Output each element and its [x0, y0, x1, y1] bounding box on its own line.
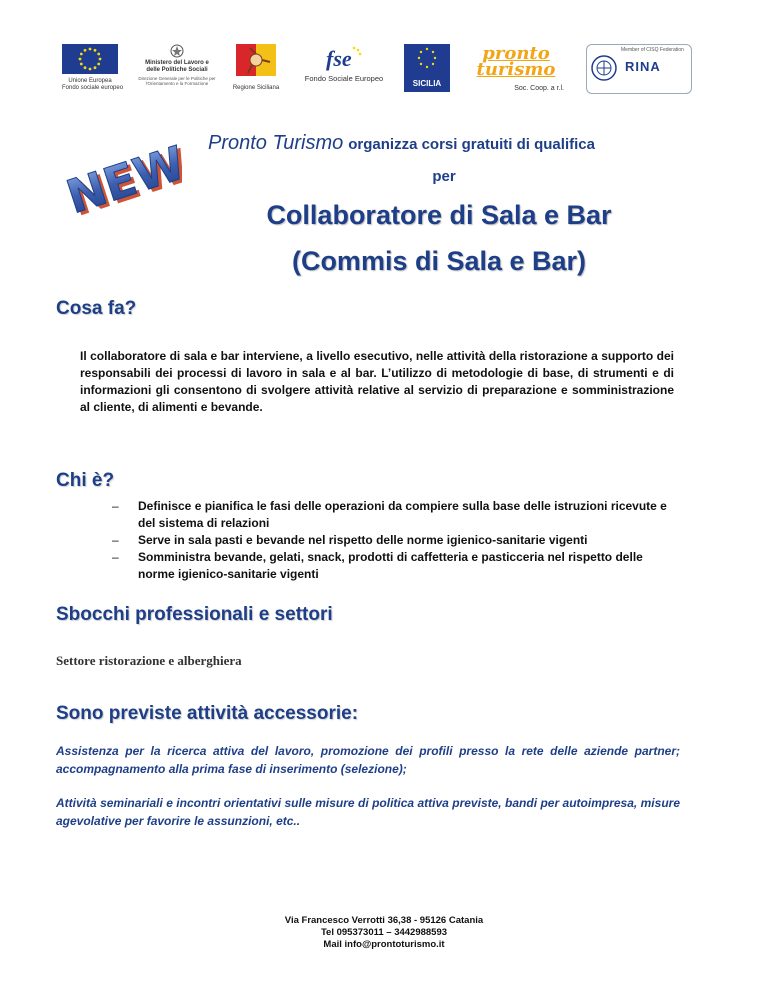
- sbocchi-text: Settore ristorazione e alberghiera: [56, 653, 242, 668]
- list-item: – Definisce e pianifica le fasi delle operazioni da compiere sulla base delle istruzioni ricevute e del sistema di relazioni: [112, 498, 672, 532]
- list-item: – Serve in sala pasti e bevande nel rispetto delle norme igienico-sanitarie vigenti: [112, 532, 672, 549]
- svg-text:fse: fse: [326, 46, 352, 71]
- intro-text: organizza corsi gratuiti di qualifica: [348, 136, 595, 153]
- emblem-icon: [170, 44, 184, 58]
- fse-logo: [296, 44, 392, 92]
- sicilia-caption: SICILIA: [412, 79, 442, 88]
- pronto-logo-text: pronto turismo: [476, 43, 556, 80]
- accessorie-p2: Attività seminariali e incontri orientativi sulle misure di politica attiva previste, bandi per autoimpresa, misure agevolative per favorire le assunzioni, etc..: [56, 796, 680, 828]
- course-subtitle: (Commis di Sala e Bar): [291, 246, 587, 276]
- rina-seal-icon: [591, 55, 617, 81]
- pronto-turismo-logo: [464, 44, 568, 92]
- brand-name: Pronto Turismo: [208, 132, 344, 154]
- per-text: per: [432, 168, 456, 185]
- pronto-sub: Soc. Coop. a r.l.: [514, 85, 564, 92]
- ministero-logo: [138, 44, 216, 92]
- footer: [0, 915, 768, 951]
- eu-caption: Unione Europea Fondo sociale europeo: [62, 78, 124, 91]
- rina-text: RINA: [625, 59, 661, 74]
- footer-mail: Mail info@prontoturismo.it: [323, 939, 445, 950]
- sicilia-logo: [404, 44, 450, 92]
- cosa-fa-text: Il collaboratore di sala e bar interviene, a livello esecutivo, nelle attività della ristorazione a supporto dei responsabili dei processi di lavoro in sala e al bar. L’utilizzo di metodologie di base, di strumenti e di informazioni gli consentono di svolgere attività relative al servizio di preparazione e somministrazione al cliente, di alimenti e bevande.: [80, 349, 674, 414]
- intro-line: [208, 132, 595, 155]
- list-item: – Somministra bevande, gelati, snack, prodotti di caffetteria e pasticceria nel rispetto delle norme igienico-sanitarie vigenti: [112, 549, 672, 583]
- eu-flag-icon: [62, 44, 118, 74]
- rina-logo: [586, 44, 692, 94]
- news-word: NEWS: [60, 125, 182, 220]
- fse-mark-icon: [324, 44, 364, 72]
- sicilia-stars-icon: [404, 44, 450, 74]
- ministero-sub: Direzione Generale per le Politiche per l'Orientamento e la Formazione: [138, 76, 216, 86]
- sbocchi-heading: Sbocchi professionali e settori: [56, 604, 333, 625]
- footer-tel: Tel 095373011 – 3442988593: [320, 927, 448, 938]
- trinacria-icon: [236, 44, 276, 76]
- cosa-fa-heading: Cosa fa?: [56, 298, 137, 319]
- rina-member: Member of CISQ Federation: [621, 47, 684, 53]
- fse-caption: Fondo Sociale Europeo: [304, 74, 384, 83]
- news-shadow: NEWS: [64, 128, 182, 220]
- ministero-text: Ministero del Lavoro e delle Politiche Sociali: [145, 60, 209, 73]
- accessorie-heading: Sono previste attività accessorie:: [56, 703, 359, 724]
- course-title: Collaboratore di Sala e Bar: [266, 200, 612, 230]
- chi-e-list: [112, 498, 672, 583]
- eu-flag-logo: [62, 44, 124, 92]
- regione-logo: [228, 44, 284, 92]
- accessorie-p1: Assistenza per la ricerca attiva del lavoro, promozione dei profili presso la rete delle aziende partner; accompagnamento alla prima fase di inserimento (selezione);: [56, 744, 680, 776]
- regione-caption: Regione Siciliana: [232, 85, 280, 91]
- chi-e-heading: Chi è?: [56, 470, 115, 491]
- footer-address: Via Francesco Verrotti 36,38 - 95126 Catania: [284, 915, 484, 926]
- logo-strip: [60, 44, 690, 94]
